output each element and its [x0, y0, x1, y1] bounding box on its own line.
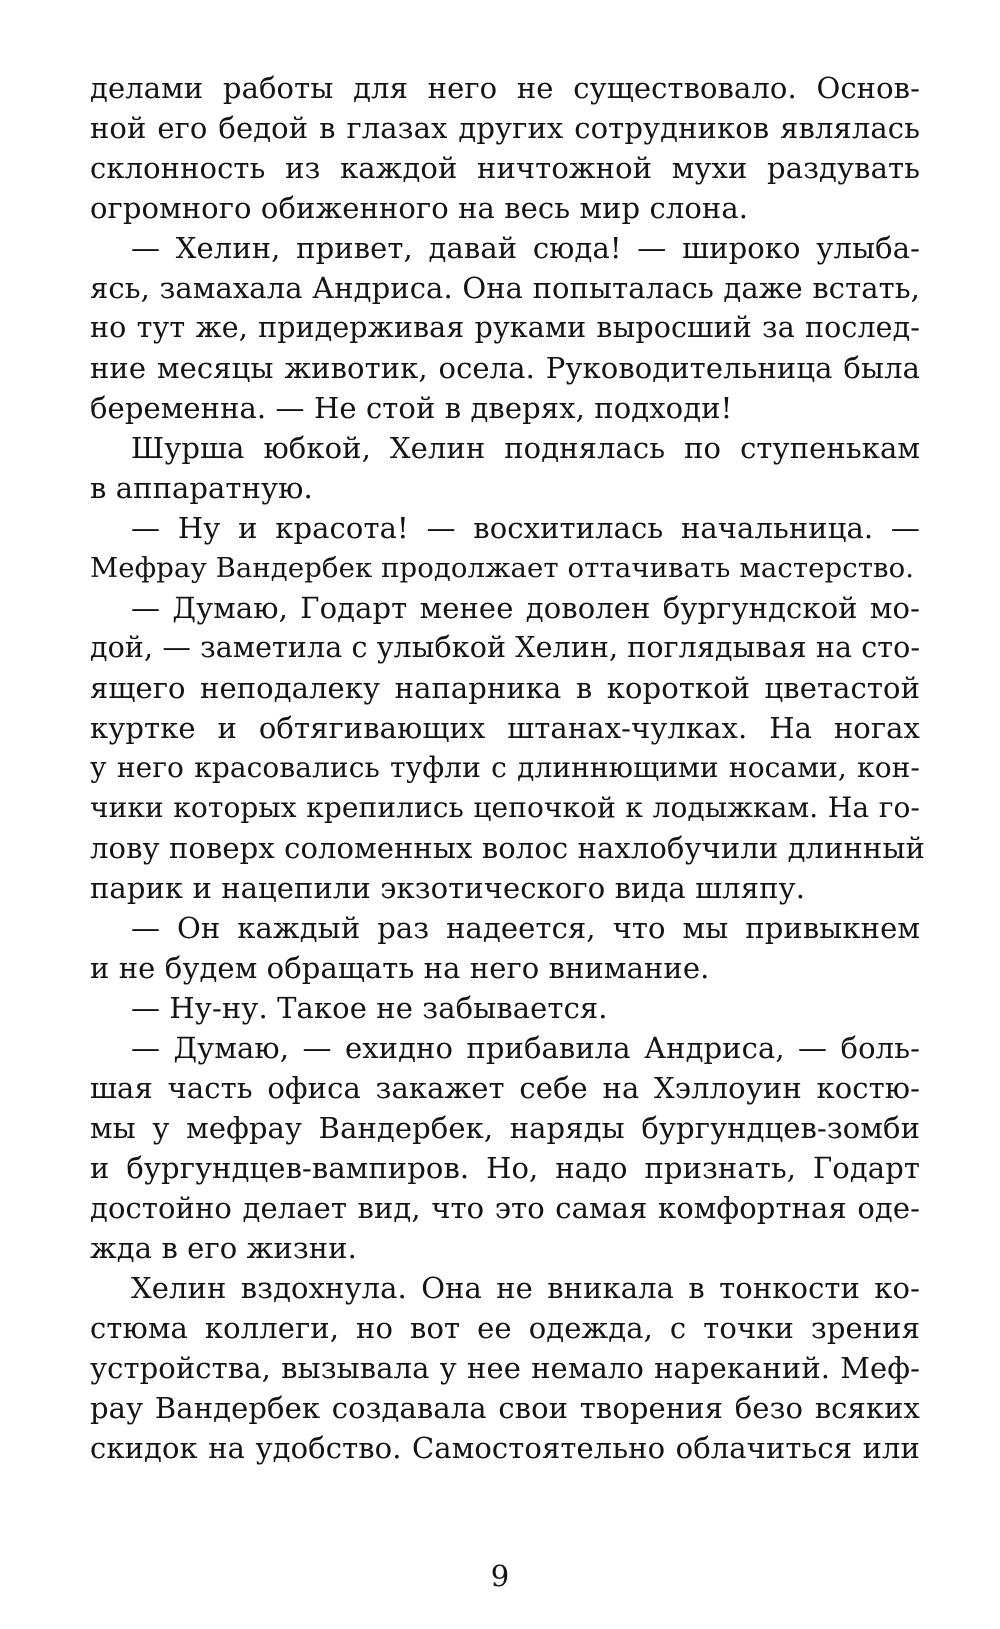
text-line: мы у мефрау Вандербек, наряды бургундцев-зомби — [90, 1111, 920, 1145]
text-line: — Хелин, привет, давай сюда! — широко улыба- — [131, 231, 920, 265]
text-line: шая часть офиса закажет себе на Хэллоуин костю- — [90, 1071, 920, 1105]
text-line: куртке и обтягивающих штанах-чулках. На ногах — [90, 711, 920, 745]
text-line: — Ну и красота! — восхитилась начальница. — — [131, 511, 920, 545]
page-number: 9 — [490, 1559, 510, 1593]
text-line: ние месяцы животик, осела. Руководительница была — [90, 351, 920, 385]
text-line: — Думаю, Годарт менее доволен бургундской мо- — [131, 591, 920, 625]
text-line: парик и нацепили экзотического вида шляпу. — [90, 871, 806, 905]
text-line: Мефрау Вандербек продолжает оттачивать мастерство. — [90, 552, 915, 584]
text-line: и бургундцев-вампиров. Но, надо признать, Годарт — [90, 1151, 920, 1185]
text-line: беременна. — Не стой в дверях, подходи! — [90, 391, 733, 425]
body-text — [90, 68, 925, 1468]
text-line: и не будем обращать на него внимание. — [90, 951, 710, 985]
text-line: — Ну-ну. Такое не забывается. — [131, 991, 608, 1025]
text-line: Хелин вздохнула. Она не вникала в тонкости ко- — [131, 1271, 920, 1305]
text-line: — Думаю, — ехидно прибавила Андриса, — боль- — [131, 1031, 920, 1065]
text-line: достойно делает вид, что это самая комфортная оде- — [90, 1191, 920, 1225]
text-line: склонность из каждой ничтожной мухи раздувать — [90, 151, 920, 185]
text-line: ящего неподалеку напарника в короткой цветастой — [90, 671, 920, 705]
text-line: делами работы для него не существовало. Основ- — [90, 71, 920, 105]
text-line: дой, — заметила с улыбкой Хелин, поглядывая на сто- — [90, 631, 921, 664]
text-line: но тут же, придерживая руками выросший за послед- — [90, 311, 920, 344]
text-line: скидок на удобство. Самостоятельно облачиться или — [90, 1431, 920, 1465]
text-line: стюма коллеги, но вот ее одежда, с точки зрения — [90, 1311, 920, 1345]
text-line: Шурша юбкой, Хелин поднялась по ступенькам — [131, 431, 920, 465]
text-line: ной его бедой в глазах других сотрудников являлась — [90, 111, 920, 145]
text-line: устройства, вызывала у нее немало нареканий. Меф- — [90, 1351, 920, 1385]
text-line: у него красовались туфли с длиннющими носами, кон- — [90, 751, 920, 784]
text-line: — Он каждый раз надеется, что мы привыкнем — [131, 911, 920, 945]
text-line: огромного обиженного на весь мир слона. — [90, 191, 749, 225]
text-line: жда в его жизни. — [90, 1231, 357, 1265]
text-line: в аппаратную. — [90, 471, 313, 505]
text-line: чики которых крепились цепочкой к лодыжкам. На го- — [90, 791, 920, 824]
text-line: ясь, замахала Андриса. Она попыталась даже встать, — [90, 271, 920, 305]
text-line: рау Вандербек создавала свои творения безо всяких — [90, 1391, 920, 1425]
text-line: лову поверх соломенных волос нахлобучили длинный — [90, 831, 925, 865]
